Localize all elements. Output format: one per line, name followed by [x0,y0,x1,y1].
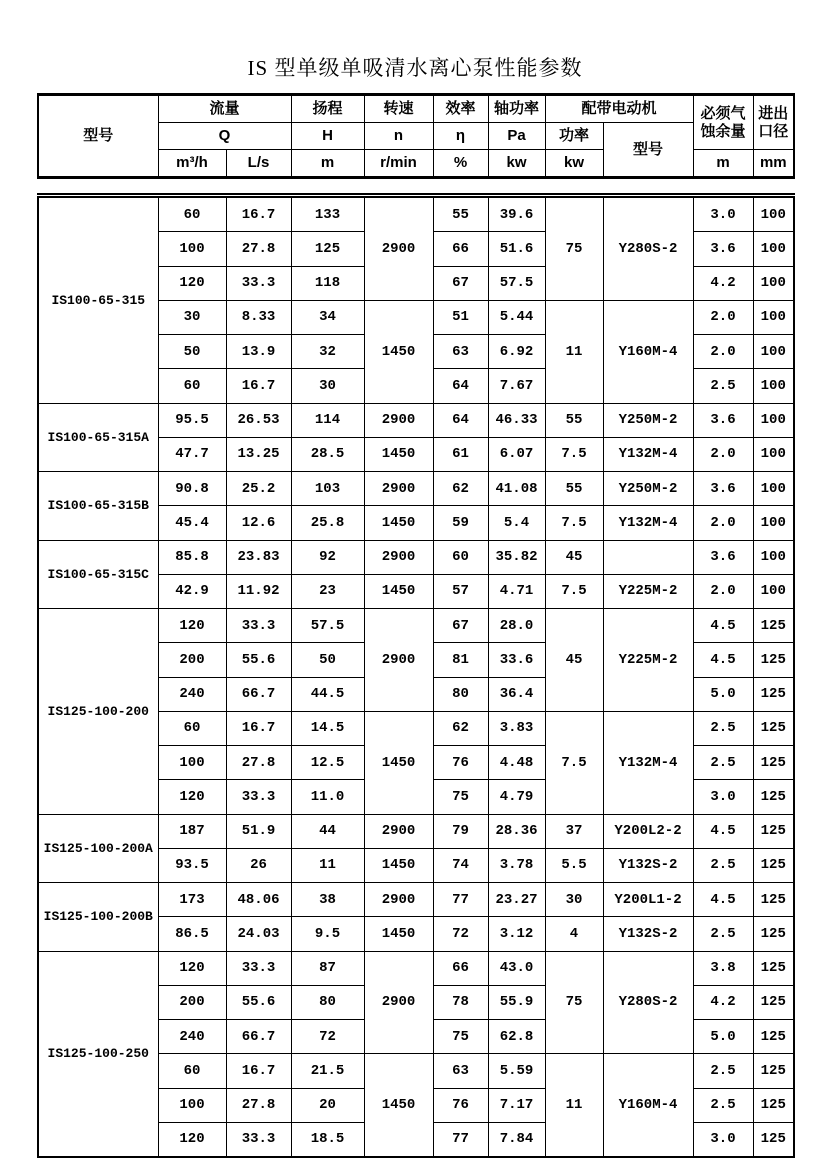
motor-power-cell: 45 [545,540,603,574]
efficiency-cell: 77 [433,883,488,917]
efficiency-cell: 78 [433,985,488,1019]
header-model-label: 型号 [38,95,158,178]
header-flow-unit-m3h: m³/h [158,150,226,178]
port-cell: 100 [753,574,794,608]
efficiency-cell: 72 [433,917,488,951]
pump-model-cell: IS125-100-200 [38,609,158,815]
shaft-power-cell: 4.71 [488,574,545,608]
header-flow-symbol: Q [158,123,291,150]
efficiency-cell: 62 [433,472,488,506]
port-cell: 100 [753,335,794,369]
port-cell: 100 [753,403,794,437]
motor-power-cell: 75 [545,951,603,1054]
efficiency-cell: 62 [433,711,488,745]
flow-m3h-cell: 60 [158,711,226,745]
head-cell: 25.8 [291,506,364,540]
pump-model-cell: IS100-65-315B [38,472,158,541]
flow-m3h-cell: 187 [158,814,226,848]
port-cell: 125 [753,711,794,745]
header-speed-label: 转速 [364,95,433,123]
header-flow-label: 流量 [158,95,291,123]
shaft-power-cell: 23.27 [488,883,545,917]
npsh-cell: 4.2 [693,266,753,300]
npsh-cell: 3.0 [693,780,753,814]
shaft-power-cell: 7.84 [488,1122,545,1157]
motor-power-cell: 4 [545,917,603,951]
head-cell: 11.0 [291,780,364,814]
flow-ls-cell: 33.3 [226,780,291,814]
efficiency-cell: 81 [433,643,488,677]
head-cell: 18.5 [291,1122,364,1157]
pump-model-cell: IS100-65-315C [38,540,158,609]
flow-ls-cell: 33.3 [226,951,291,985]
head-cell: 12.5 [291,746,364,780]
pump-model-cell: IS100-65-315 [38,196,158,404]
npsh-cell: 3.6 [693,540,753,574]
motor-power-cell: 7.5 [545,711,603,814]
efficiency-cell: 66 [433,951,488,985]
efficiency-cell: 80 [433,677,488,711]
efficiency-cell: 74 [433,848,488,882]
header-shaft-power-label: 轴功率 [488,95,545,123]
shaft-power-cell: 33.6 [488,643,545,677]
table-row [38,951,794,985]
pump-model-cell: IS125-100-200B [38,883,158,952]
flow-ls-cell: 66.7 [226,1020,291,1054]
flow-m3h-cell: 60 [158,196,226,232]
speed-cell: 1450 [364,1054,433,1157]
motor-power-cell: 75 [545,196,603,301]
shaft-power-cell: 35.82 [488,540,545,574]
motor-model-cell: Y160M-4 [603,1054,693,1157]
npsh-cell: 2.5 [693,746,753,780]
npsh-cell: 3.8 [693,951,753,985]
port-cell: 125 [753,780,794,814]
npsh-cell: 4.2 [693,985,753,1019]
flow-ls-cell: 8.33 [226,300,291,334]
flow-ls-cell: 51.9 [226,814,291,848]
pump-table-body [37,193,795,1158]
header-row-1 [38,95,794,123]
head-cell: 114 [291,403,364,437]
flow-ls-cell: 16.7 [226,1054,291,1088]
motor-power-cell: 30 [545,883,603,917]
npsh-cell: 4.5 [693,883,753,917]
shaft-power-cell: 36.4 [488,677,545,711]
speed-cell: 2900 [364,472,433,506]
flow-m3h-cell: 120 [158,609,226,643]
flow-m3h-cell: 86.5 [158,917,226,951]
speed-cell: 2900 [364,814,433,848]
flow-ls-cell: 13.9 [226,335,291,369]
npsh-cell: 2.5 [693,1054,753,1088]
port-cell: 125 [753,848,794,882]
shaft-power-cell: 28.36 [488,814,545,848]
port-cell: 125 [753,883,794,917]
shaft-power-cell: 5.59 [488,1054,545,1088]
port-cell: 125 [753,814,794,848]
flow-m3h-cell: 173 [158,883,226,917]
port-cell: 125 [753,1088,794,1122]
header-shaft-power-symbol: Pa [488,123,545,150]
port-cell: 125 [753,951,794,985]
flow-ls-cell: 26 [226,848,291,882]
npsh-cell: 3.0 [693,1122,753,1157]
table-row [38,540,794,574]
port-cell: 100 [753,472,794,506]
port-cell: 125 [753,1122,794,1157]
flow-ls-cell: 55.6 [226,985,291,1019]
shaft-power-cell: 51.6 [488,232,545,266]
efficiency-cell: 75 [433,1020,488,1054]
port-cell: 125 [753,917,794,951]
table-row [38,472,794,506]
motor-model-cell: Y250M-2 [603,403,693,437]
header-motor-label: 配带电动机 [545,95,693,123]
efficiency-cell: 51 [433,300,488,334]
flow-ls-cell: 26.53 [226,403,291,437]
table-row [38,609,794,643]
port-cell: 100 [753,232,794,266]
speed-cell: 2900 [364,609,433,712]
npsh-cell: 4.5 [693,609,753,643]
head-cell: 20 [291,1088,364,1122]
speed-cell: 1450 [364,574,433,608]
header-head-symbol: H [291,123,364,150]
efficiency-cell: 77 [433,1122,488,1157]
flow-ls-cell: 16.7 [226,369,291,403]
pump-table-header [37,93,795,179]
head-cell: 30 [291,369,364,403]
flow-ls-cell: 11.92 [226,574,291,608]
head-cell: 80 [291,985,364,1019]
shaft-power-cell: 5.4 [488,506,545,540]
head-cell: 57.5 [291,609,364,643]
head-cell: 50 [291,643,364,677]
flow-m3h-cell: 120 [158,266,226,300]
efficiency-cell: 64 [433,369,488,403]
port-cell: 125 [753,677,794,711]
motor-power-cell: 5.5 [545,848,603,882]
flow-ls-cell: 66.7 [226,677,291,711]
flow-ls-cell: 33.3 [226,609,291,643]
head-cell: 14.5 [291,711,364,745]
speed-cell: 2900 [364,883,433,917]
header-speed-unit: r/min [364,150,433,178]
efficiency-cell: 76 [433,1088,488,1122]
shaft-power-cell: 6.07 [488,437,545,471]
speed-cell: 2900 [364,196,433,301]
npsh-cell: 2.0 [693,335,753,369]
shaft-power-cell: 3.78 [488,848,545,882]
speed-cell: 2900 [364,951,433,1054]
motor-power-cell: 11 [545,300,603,403]
efficiency-cell: 67 [433,266,488,300]
port-cell: 100 [753,266,794,300]
flow-ls-cell: 12.6 [226,506,291,540]
motor-power-cell: 37 [545,814,603,848]
flow-m3h-cell: 100 [158,232,226,266]
shaft-power-cell: 4.79 [488,780,545,814]
flow-m3h-cell: 240 [158,677,226,711]
motor-power-cell: 55 [545,403,603,437]
head-cell: 32 [291,335,364,369]
motor-model-cell: Y132M-4 [603,506,693,540]
npsh-cell: 3.0 [693,196,753,232]
head-cell: 118 [291,266,364,300]
flow-ls-cell: 33.3 [226,1122,291,1157]
flow-ls-cell: 16.7 [226,196,291,232]
npsh-cell: 3.6 [693,403,753,437]
head-cell: 133 [291,196,364,232]
efficiency-cell: 60 [433,540,488,574]
npsh-cell: 2.0 [693,300,753,334]
npsh-cell: 2.0 [693,574,753,608]
efficiency-cell: 64 [433,403,488,437]
flow-ls-cell: 27.8 [226,746,291,780]
npsh-cell: 2.0 [693,437,753,471]
motor-model-cell: Y280S-2 [603,196,693,301]
header-port-label: 进出口径 [753,95,794,150]
efficiency-cell: 79 [433,814,488,848]
npsh-cell: 5.0 [693,1020,753,1054]
motor-model-cell: Y250M-2 [603,472,693,506]
flow-m3h-cell: 100 [158,746,226,780]
npsh-cell: 2.0 [693,506,753,540]
flow-ls-cell: 48.06 [226,883,291,917]
pump-model-cell: IS125-100-200A [38,814,158,883]
flow-m3h-cell: 60 [158,1054,226,1088]
pump-model-cell: IS100-65-315A [38,403,158,472]
motor-model-cell [603,540,693,574]
head-cell: 125 [291,232,364,266]
speed-cell: 1450 [364,917,433,951]
shaft-power-cell: 46.33 [488,403,545,437]
motor-model-cell: Y160M-4 [603,300,693,403]
flow-m3h-cell: 90.8 [158,472,226,506]
npsh-cell: 4.5 [693,814,753,848]
header-head-unit: m [291,150,364,178]
speed-cell: 1450 [364,848,433,882]
efficiency-cell: 75 [433,780,488,814]
port-cell: 100 [753,369,794,403]
port-cell: 125 [753,643,794,677]
header-efficiency-symbol: η [433,123,488,150]
shaft-power-cell: 62.8 [488,1020,545,1054]
header-motor-model-label: 型号 [603,123,693,178]
port-cell: 125 [753,1054,794,1088]
shaft-power-cell: 4.48 [488,746,545,780]
head-cell: 11 [291,848,364,882]
flow-ls-cell: 55.6 [226,643,291,677]
shaft-power-cell: 43.0 [488,951,545,985]
efficiency-cell: 67 [433,609,488,643]
header-npsh-label: 必须气蚀余量 [693,95,753,150]
speed-cell: 2900 [364,540,433,574]
shaft-power-cell: 3.12 [488,917,545,951]
pump-table-rows [38,196,794,1158]
head-cell: 34 [291,300,364,334]
motor-power-cell: 7.5 [545,437,603,471]
flow-m3h-cell: 120 [158,780,226,814]
flow-ls-cell: 13.25 [226,437,291,471]
npsh-cell: 2.5 [693,1088,753,1122]
npsh-cell: 4.5 [693,643,753,677]
flow-m3h-cell: 200 [158,643,226,677]
head-cell: 44.5 [291,677,364,711]
shaft-power-cell: 6.92 [488,335,545,369]
flow-ls-cell: 24.03 [226,917,291,951]
motor-model-cell: Y132S-2 [603,848,693,882]
header-port-unit: mm [753,150,794,178]
table-row [38,814,794,848]
port-cell: 100 [753,437,794,471]
shaft-power-cell: 3.83 [488,711,545,745]
npsh-cell: 2.5 [693,848,753,882]
table-row [38,883,794,917]
speed-cell: 1450 [364,506,433,540]
flow-m3h-cell: 120 [158,1122,226,1157]
flow-m3h-cell: 45.4 [158,506,226,540]
head-cell: 44 [291,814,364,848]
port-cell: 100 [753,506,794,540]
flow-m3h-cell: 42.9 [158,574,226,608]
shaft-power-cell: 41.08 [488,472,545,506]
efficiency-cell: 57 [433,574,488,608]
speed-cell: 2900 [364,403,433,437]
motor-model-cell: Y132M-4 [603,437,693,471]
flow-m3h-cell: 200 [158,985,226,1019]
npsh-cell: 3.6 [693,472,753,506]
motor-power-cell: 45 [545,609,603,712]
efficiency-cell: 63 [433,335,488,369]
flow-m3h-cell: 30 [158,300,226,334]
header-speed-symbol: n [364,123,433,150]
flow-ls-cell: 27.8 [226,232,291,266]
motor-power-cell: 55 [545,472,603,506]
shaft-power-cell: 57.5 [488,266,545,300]
head-cell: 92 [291,540,364,574]
flow-m3h-cell: 85.8 [158,540,226,574]
port-cell: 125 [753,1020,794,1054]
flow-m3h-cell: 240 [158,1020,226,1054]
head-cell: 72 [291,1020,364,1054]
npsh-cell: 2.5 [693,711,753,745]
motor-power-cell: 7.5 [545,506,603,540]
npsh-cell: 2.5 [693,917,753,951]
flow-m3h-cell: 47.7 [158,437,226,471]
flow-ls-cell: 27.8 [226,1088,291,1122]
flow-m3h-cell: 50 [158,335,226,369]
port-cell: 125 [753,746,794,780]
motor-model-cell: Y280S-2 [603,951,693,1054]
motor-power-cell: 7.5 [545,574,603,608]
port-cell: 125 [753,985,794,1019]
head-cell: 21.5 [291,1054,364,1088]
header-flow-unit-ls: L/s [226,150,291,178]
shaft-power-cell: 39.6 [488,196,545,232]
flow-ls-cell: 23.83 [226,540,291,574]
efficiency-cell: 61 [433,437,488,471]
npsh-cell: 3.6 [693,232,753,266]
efficiency-cell: 76 [433,746,488,780]
header-motor-power-unit: kw [545,150,603,178]
table-row [38,403,794,437]
npsh-cell: 2.5 [693,369,753,403]
speed-cell: 1450 [364,300,433,403]
npsh-cell: 5.0 [693,677,753,711]
motor-model-cell: Y132S-2 [603,917,693,951]
header-motor-power-label: 功率 [545,123,603,150]
flow-m3h-cell: 100 [158,1088,226,1122]
head-cell: 23 [291,574,364,608]
shaft-power-cell: 5.44 [488,300,545,334]
flow-ls-cell: 16.7 [226,711,291,745]
head-cell: 87 [291,951,364,985]
header-efficiency-label: 效率 [433,95,488,123]
port-cell: 100 [753,300,794,334]
motor-model-cell: Y200L1-2 [603,883,693,917]
efficiency-cell: 63 [433,1054,488,1088]
pump-model-cell: IS125-100-250 [38,951,158,1157]
header-npsh-unit: m [693,150,753,178]
head-cell: 28.5 [291,437,364,471]
header-efficiency-unit: % [433,150,488,178]
port-cell: 125 [753,609,794,643]
flow-m3h-cell: 120 [158,951,226,985]
flow-m3h-cell: 95.5 [158,403,226,437]
motor-model-cell: Y225M-2 [603,609,693,712]
table-row [38,196,794,232]
speed-cell: 1450 [364,711,433,814]
head-cell: 103 [291,472,364,506]
port-cell: 100 [753,196,794,232]
shaft-power-cell: 28.0 [488,609,545,643]
motor-power-cell: 11 [545,1054,603,1157]
efficiency-cell: 55 [433,196,488,232]
flow-m3h-cell: 93.5 [158,848,226,882]
motor-model-cell: Y200L2-2 [603,814,693,848]
efficiency-cell: 66 [433,232,488,266]
shaft-power-cell: 55.9 [488,985,545,1019]
shaft-power-cell: 7.17 [488,1088,545,1122]
flow-m3h-cell: 60 [158,369,226,403]
header-head-label: 扬程 [291,95,364,123]
head-cell: 38 [291,883,364,917]
speed-cell: 1450 [364,437,433,471]
page-title: IS 型单级单吸清水离心泵性能参数 [247,56,583,80]
flow-ls-cell: 33.3 [226,266,291,300]
motor-model-cell: Y225M-2 [603,574,693,608]
efficiency-cell: 59 [433,506,488,540]
head-cell: 9.5 [291,917,364,951]
motor-model-cell: Y132M-4 [603,711,693,814]
flow-ls-cell: 25.2 [226,472,291,506]
header-shaft-power-unit: kw [488,150,545,178]
port-cell: 100 [753,540,794,574]
shaft-power-cell: 7.67 [488,369,545,403]
